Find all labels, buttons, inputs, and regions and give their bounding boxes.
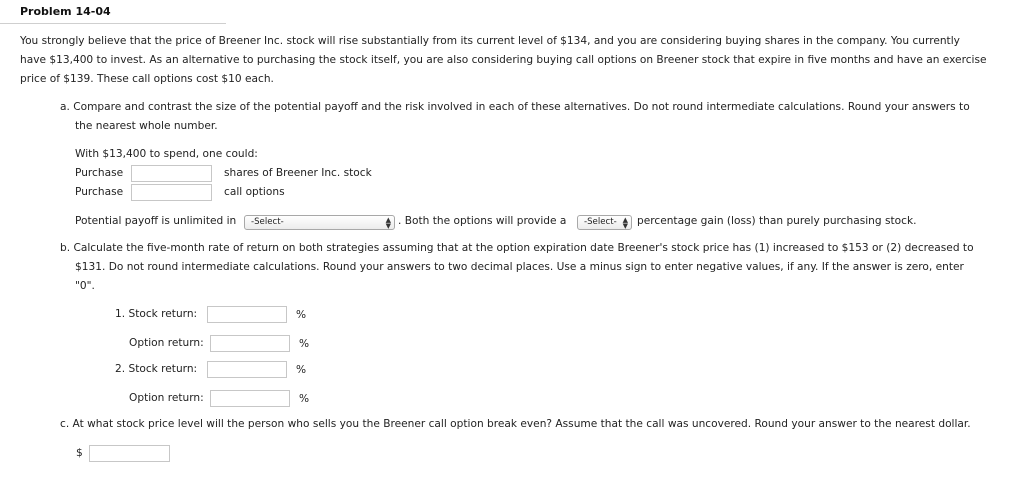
stock-return-2-label: 2. Stock return: xyxy=(115,363,198,375)
percent-sign: % xyxy=(299,338,310,350)
select-1-value: -Select- xyxy=(251,217,284,227)
intro-line-1: You strongly believe that the price of Breener Inc. stock will rise substantially from its current level of $134, and you are considering buying shares in the company. You currently xyxy=(20,35,960,47)
payoff-prefix: Potential payoff is unlimited in xyxy=(75,215,237,227)
part-b-line-1: b. Calculate the five-month rate of return on both strategies assuming that at the option expiration date Breener's stock price has (1) increased to $153 or (2) decreased to xyxy=(60,242,974,254)
problem-intro xyxy=(20,32,987,89)
part-c-question: c. At what stock price level will the person who sells you the Breener call option break even? Assume that the call was uncovered. Round your answer to the nearest dollar. xyxy=(60,418,971,430)
break-even-price-input[interactable] xyxy=(89,445,170,462)
part-b-line-2: $131. Do not round intermediate calculations. Round your answers to two decimal places. Use a minus sign to enter negative values, if any. If the answer is zero, enter xyxy=(75,261,964,273)
stock-return-1-input[interactable] xyxy=(207,306,287,323)
payoff-suffix: percentage gain (loss) than purely purchasing stock. xyxy=(637,215,917,227)
stock-return-2-input[interactable] xyxy=(207,361,287,378)
part-b-question xyxy=(60,239,974,296)
option-return-2-label: Option return: xyxy=(129,392,204,404)
problem-title: Problem 14-04 xyxy=(20,5,111,18)
option-return-2-input[interactable] xyxy=(210,390,290,407)
updown-arrows-icon: ▲ ▼ xyxy=(385,216,391,230)
part-a-line-1: a. Compare and contrast the size of the potential payoff and the risk involved in each of these alternatives. Do not round intermediate calculations. Round your answers to xyxy=(60,101,970,113)
currency-sign: $ xyxy=(76,447,83,459)
spend-text: With $13,400 to spend, one could: xyxy=(75,148,258,160)
part-a-question xyxy=(60,98,970,136)
payoff-middle: . Both the options will provide a xyxy=(398,215,567,227)
stock-return-1-label: 1. Stock return: xyxy=(115,308,198,320)
purchase-shares-input[interactable] xyxy=(131,165,212,182)
intro-line-3: price of $139. These call options cost $10 each. xyxy=(20,73,274,85)
payoff-select-2[interactable] xyxy=(577,215,632,230)
intro-line-2: have $13,400 to invest. As an alternative to purchasing the stock itself, you are also considering buying call options on Breener stock that expire in five months and have an exercise xyxy=(20,54,987,66)
purchase-suffix-2: call options xyxy=(224,186,285,198)
purchase-label-2: Purchase xyxy=(75,186,124,198)
percent-sign: % xyxy=(299,393,310,405)
title-divider xyxy=(0,23,226,24)
part-b-line-3: "0". xyxy=(75,280,95,292)
part-a-line-2: the nearest whole number. xyxy=(75,120,218,132)
percent-sign: % xyxy=(296,364,307,376)
select-2-value: -Select- xyxy=(584,217,617,227)
payoff-select-1[interactable] xyxy=(244,215,395,230)
purchase-label-1: Purchase xyxy=(75,167,124,179)
purchase-suffix-1: shares of Breener Inc. stock xyxy=(224,167,372,179)
percent-sign: % xyxy=(296,309,307,321)
purchase-options-input[interactable] xyxy=(131,184,212,201)
option-return-1-label: Option return: xyxy=(129,337,204,349)
option-return-1-input[interactable] xyxy=(210,335,290,352)
updown-arrows-icon: ▲ ▼ xyxy=(622,216,628,230)
